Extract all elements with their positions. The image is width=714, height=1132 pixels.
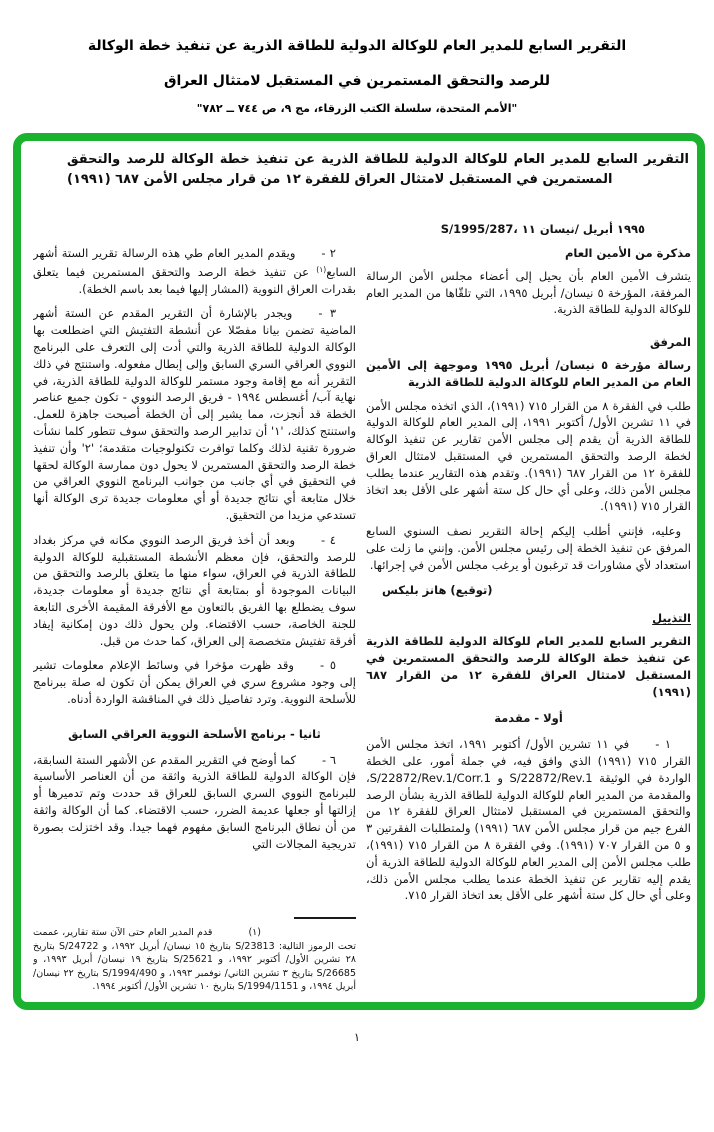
- paragraph-1-text: في ١١ تشرين الأول/ أكتوبر ١٩٩١، اتخذ مجلس الأمن القرار ٧١٥ (١٩٩١) الذي وافق فيه، في جملة أمور، على الخطة الواردة في الوثيقة S/22872/Rev.1 و S/22872/Rev.1/Corr.1، والمقدمة من المدير العام للوكالة الدولية للطاقة الذرية بشأن الرصد والتحقق المستمرين في المستقبل لامتثال العراق للفقرة ١٢ من الفرع جيم من قرار مجلس الأمن ٦٨٧ (١٩٩١) ولمتطلبات الفقرتين ٣ و ٥ من القرار ٧٠٧ (١٩٩١). وفي الفقرة ٨ من القرار ٧١٥ (١٩٩١)، طلب مجلس الأمن إلى المدير العام للوكالة الدولية للطاقة الذرية أن يقدم إليه تقارير عن تنفيذ الخطة عندما يطلب مجلس الأمن ذلك، وعلى أي حال كل ستة أشهر على الأقل بعد اتخاذ القرار ٧١٥.: [366, 737, 691, 903]
- section-1-heading: أولا - مقدمة: [494, 711, 563, 726]
- annex-paragraph-2: وعليه، فإنني أطلب إليكم إحالة التقرير نصف السنوي السابع المرفق عن تنفيذ الخطة إلى رئيس مجلس الأمن. وإنني ما زلت على استعداد لأي مشاورات قد ترغبون أو يرغب مجلس الأمن في إجرائها.: [366, 524, 691, 572]
- two-column-body: [33, 245, 691, 994]
- annex-paragraph-1: طلب في الفقرة ٨ من القرار ٧١٥ (١٩٩١)، الذي اتخذه مجلس الأمن في ١١ تشرين الأول/ أكتوبر ١٩٩١، إلى المدير العام للوكالة الدولية للطاقة الذرية أن يقدم إلى مجلس الأمن تقارير عن تنفيذ الوكالة لخطة الرصد والتحقق المستمرين في المستقبل لامتثال العراق للفقرة ١٢ من القرار ٦٨٧ (١٩٩١). وتقدم هذه التقارير عندما يطلب مجلس الأمن ذلك، وعلى أي حال كل ستة أشهر على الأقل بعد اتخاذ القرار ٧١٥ (١٩٩١).: [366, 398, 691, 514]
- footnote-marker: (١): [248, 927, 261, 939]
- appendix-heading: التذييل: [652, 611, 691, 626]
- footnote-separator: [294, 917, 356, 919]
- paragraph-2: [33, 245, 356, 297]
- annex-heading: المرفق: [649, 335, 691, 350]
- paragraph-6: [33, 752, 356, 853]
- paragraph-6-text: كما أوضح في التقرير المقدم عن الأشهر الستة السابقة، فإن الوكالة الدولية للطاقة الذرية واثقة من أن العناصر الأساسية للبرنامج النووي السري السابق للعراق قد حددت وتم تدميرها أو إزالتها أو جعلها عديمة الضرر، حسب الاقتضاء. كما أن الوكالة واثقة من أن نطاق البرنامج السابق مفهوم فهما جيدا. وقد اختزلت بصورة تدريجية المجالات التي: [33, 752, 356, 851]
- signature-line: (توقيع) هانز بليكس: [382, 582, 493, 597]
- paragraph-1: [366, 736, 691, 904]
- paragraph-5-text: وقد ظهرت مؤخرا في وسائط الإعلام معلومات تشير إلى وجود مشروع سري في العراق يمكن أن تكون له صلة ببرنامج للأسلحة النووية. وترد تفاصيل ذلك في المناقشة الواردة أدناه.: [33, 658, 356, 706]
- section-2-heading: ثانيا - برنامج الأسلحة النووية العراقي السابق: [68, 726, 321, 741]
- paragraph-3-number: ٣ -: [318, 306, 336, 321]
- memo-heading: مذكرة من الأمين العام: [564, 246, 691, 260]
- paragraph-4-number: ٤ -: [321, 532, 336, 547]
- memo-paragraph: يتشرف الأمين العام بأن يحيل إلى أعضاء مجلس الأمن الرسالة المرفقة، المؤرخة ٥ نيسان/ أبريل ١٩٩٥، التي تلقّاها من المدير العام للوكالة الدولية للطاقة الذرية.: [366, 268, 691, 317]
- paragraph-2-number: ٢ -: [321, 246, 336, 260]
- page-number: ١: [353, 1030, 361, 1044]
- paragraph-4-text: وبعد أن أخذ فريق الرصد النووي مكانه في مركز بغداد للرصد والتحقق، فإن معظم الأنشطة المستقبلية للوكالة الدولية للطاقة الذرية في العراق، سواء منها ما يتعلق بالرصد والتحقق من البيانات الموجودة أو بمتابعة أي نتائج جديدة أو معلومات جديدة، سوف يضطلع بها الفريق بالتعاون مع الأفرقة المقيمة الأخرى التابعة للجنة الخاصة، حسب الاقتضاء. ولن يحول ذلك دون إمكانية إيفاد أفرقة تفتيش متخصصة إلى العراق، كما حدث من قبل.: [33, 532, 356, 648]
- masthead-line-2: للرصد والتحقق المستمرين في المستقبل لامتثال العراق: [163, 73, 551, 89]
- paragraph-2-text: ويقدم المدير العام طي هذه الرسالة تقرير الستة أشهر السابع: [33, 246, 356, 279]
- paragraph-6-number: ٦ -: [321, 752, 336, 767]
- masthead: [0, 37, 714, 116]
- paragraph-4: [33, 532, 356, 650]
- footnote-block: [33, 907, 356, 994]
- footnote-text: قدم المدير العام حتى الآن ستة تقارير، عممت تحت الرموز التالية: S/23813 بتاريخ ١٥ نيسان/ أبريل ١٩٩٢، و S/24722 بتاريخ ٢٨ تشرين الأول/ أكتوبر ١٩٩٢، و S/25621 بتاريخ ١٩ نيسان/ أبريل ١٩٩٣، و S/26685 بتاريخ ٣ تشرين الثاني/ نوفمبر ١٩٩٣، و S/1994/490 بتاريخ ٢٢ نيسان/ أبريل ١٩٩٤، و S/1994/1151 بتاريخ ١٠ تشرين الأول/ أكتوبر ١٩٩٤.: [33, 927, 357, 993]
- column-left: [33, 245, 356, 994]
- footnote: [33, 926, 356, 994]
- paragraph-3: [33, 305, 356, 523]
- footnote-reference: (١): [316, 264, 327, 274]
- document-symbol-and-date: S/1995/287، ١١‎ نيسان/‎ أبريل‎ ١٩٩٥: [440, 222, 645, 236]
- report-frame: [13, 133, 705, 1010]
- paragraph-5: [33, 657, 356, 707]
- paragraph-3-text: ويجدر بالإشارة أن التقرير المقدم عن الستة أشهر الماضية تضمن بيانا مفصّلا عن أنشطة التفتيش التي اضطلعت بها الوكالة الدولية للطاقة الذرية والتي أدت إلى التعرف على البرنامج النووي العراقي السري السابق وإلى إبطال مفعوله. واستنتج في ذلك التقرير أنه مع إقامة وجود مستمر للوكالة الدولية للطاقة الذرية، في نهاية آب/ أغسطس ١٩٩٤ - فريق الرصد النووي - تكون جميع عناصر الخطة قد أنجزت، مما يشير إلى أن الخطة أصبحت جاهزة للعمل. واستنتج كذلك، '١' أن تدابير الرصد والتحقق سوف تتطور كلما نشأت ضرورة تقنية لذلك وكلما توافرت تكنولوجيات متقدمة؛ '٢' وأن تنفيذ خطة الرصد والتحقق المستمرين لا يحول دون ممارسة الوكالة لحقها في التحقيق في أي جانب من جوانب البرنامج النووي العراقي من خلال متابعة أي نتائج جديدة أو أي معلومات جديدة ترى الوكالة أنها تستدعي مزيدا من التحقيق.: [33, 306, 357, 522]
- document-title: التقرير السابع للمدير العام للوكالة الدولية للطاقة الذرية عن تنفيذ خطة الوكالة للرصد والتحقق المستمرين في المستقبل لامتثال العراق للفقرة ١٢ من قرار مجلس الأمن ٦٨٧ (١٩٩١): [67, 152, 689, 187]
- appendix-subtitle: التقرير السابع للمدير العام للوكالة الدولية للطاقة الذرية عن تنفيذ خطة الوكالة للرصد والتحقق المستمرين في المستقبل لامتثال العراق للفقرة ١٢ من القرار ٦٨٧ (١٩٩١): [366, 634, 691, 699]
- masthead-citation: "الأمم المتحدة، سلسلة الكتب الزرقاء، مج ٩، ص ٧٤٤ ــ ٧٨٢": [196, 102, 518, 115]
- paragraph-5-number: ٥ -: [319, 658, 336, 673]
- paragraph-2-text-cont: عن تنفيذ خطة الرصد والتحقق المستمرين فيما يتعلق بقدرات العراق النووية (المشار إليها فيما بعد باسم الخطة).: [33, 264, 356, 296]
- paragraph-1-number: ١ -: [655, 737, 671, 752]
- masthead-line-1: التقرير السابع للمدير العام للوكالة الدولية للطاقة الذرية عن تنفيذ خطة الوكالة: [87, 38, 627, 54]
- column-right: [366, 245, 691, 994]
- annex-subtitle: رسالة مؤرخة ٥ نيسان/ أبريل ١٩٩٥ وموجهة إلى الأمين العام من المدير العام للوكالة الدولية للطاقة الذرية: [366, 357, 691, 389]
